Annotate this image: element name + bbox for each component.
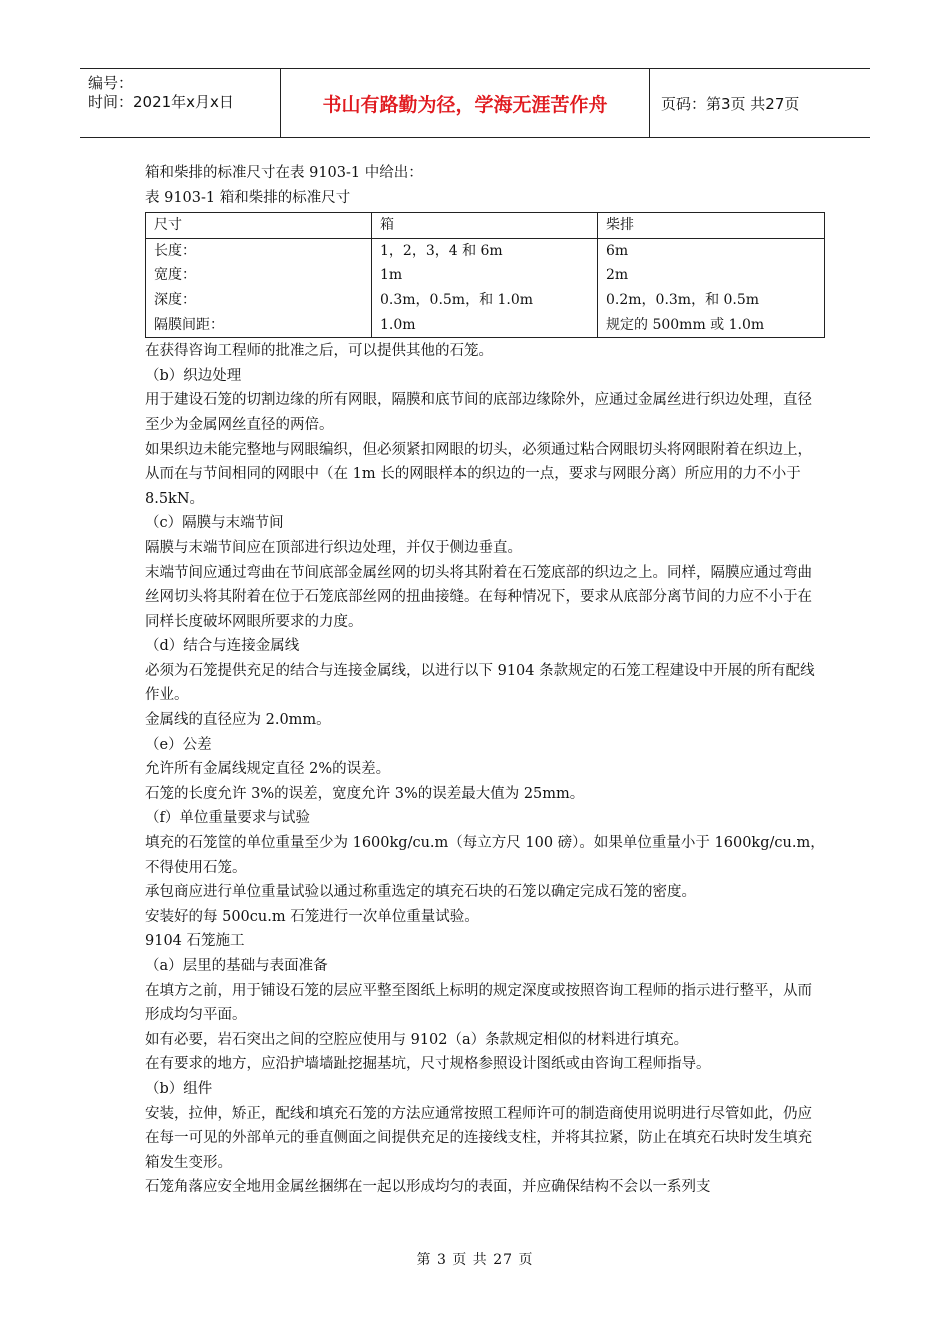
section-heading: （b）组件 <box>145 1080 213 1097</box>
page-footer: 第 3 页 共 27 页 <box>416 1252 534 1268</box>
cell-text: 0.3m，0.5m，和 1.0m <box>380 291 534 308</box>
table-header-cell: 尺寸 <box>146 213 372 239</box>
paragraph: 隔膜与末端节间应在顶部进行织边处理，并仅于侧边垂直。 <box>145 539 522 556</box>
table-cell-dimension <box>146 238 372 337</box>
table-row <box>146 238 825 337</box>
cell-text: 2m <box>606 267 629 284</box>
paragraph: 填充的石笼筐的单位重量至少为 1600kg/cu.m（每立方尺 100 磅）。如果单位重量小于 1600kg/cu.m，不得使用石笼。 <box>145 835 825 876</box>
paragraph: 如果织边未能完整地与网眼编织，但必须紧扣网眼的切头，必须通过粘合网眼切头将网眼附着在织边上，从而在与节间相同的网眼中（在 1m 长的网眼样本的织边的一点，要求与网眼分离）所应用的力不小于 8.5kN。 <box>145 441 812 507</box>
section-heading: （b）织边处理 <box>145 367 242 384</box>
cell-text: 长度： <box>154 242 196 259</box>
paragraph: 安装，拉伸，矫正，配线和填充石笼的方法应通常按照工程师许可的制造商使用说明进行尽管如此，仍应在每一可见的外部单元的垂直侧面之间提供充足的连接线支柱，并将其拉紧，防止在填充石块时发生填充箱发生变形。 <box>145 1105 812 1171</box>
paragraph: 金属线的直径应为 2.0mm。 <box>145 712 331 729</box>
cell-text: 0.2m，0.3m，和 0.5m <box>606 291 760 308</box>
cell-text: 深度： <box>154 291 196 308</box>
section-heading: （f）单位重量要求与试验 <box>145 810 310 827</box>
document-body <box>145 161 825 1200</box>
section-heading: （a）层里的基础与表面准备 <box>145 958 328 974</box>
paragraph: 用于建设石笼的切割边缘的所有网眼，隔膜和底节间的底部边缘除外，应通过金属丝进行织边处理，直径至少为金属网丝直径的两倍。 <box>145 392 812 433</box>
paragraph: 承包商应进行单位重量试验以通过称重选定的填充石块的石笼以确定完成石笼的密度。 <box>145 884 696 901</box>
dimension-table <box>145 212 825 338</box>
paragraph: 石笼角落应安全地用金属丝捆绑在一起以形成均匀的表面，并应确保结构不会以一系列支 <box>145 1179 711 1196</box>
paragraph: 石笼的长度允许 3%的误差，宽度允许 3%的误差最大值为 25mm。 <box>145 785 585 802</box>
paragraph: 在有要求的地方，应沿护墙墙趾挖掘基坑，尺寸规格参照设计图纸或由咨询工程师指导。 <box>145 1056 711 1073</box>
paragraph: 在获得咨询工程师的批准之后，可以提供其他的石笼。 <box>145 343 493 360</box>
cell-text: 1.0m <box>380 316 416 333</box>
cell-text: 宽度： <box>154 267 196 284</box>
paragraph: 必须为石笼提供充足的结合与连接金属线，以进行以下 9104 条款规定的石笼工程建设中开展的所有配线作业。 <box>145 662 815 704</box>
cell-text: 规定的 500mm 或 1.0m <box>606 316 765 333</box>
table-header-cell: 箱 <box>372 213 598 239</box>
header-motto: 书山有路勤为径，学海无涯苦作舟 <box>281 69 650 137</box>
paragraph: 允许所有金属线规定直径 2%的误差。 <box>145 761 391 778</box>
section-heading: （d）结合与连接金属线 <box>145 638 300 655</box>
intro-paragraph: 箱和柴排的标准尺寸在表 9103-1 中给出： <box>145 165 423 181</box>
document-number-label: 编号： <box>88 74 134 92</box>
table-header-cell: 柴排 <box>598 213 825 239</box>
section-heading: 9104 石笼施工 <box>145 933 245 950</box>
page-header <box>80 68 870 138</box>
cell-text: 隔膜间距： <box>154 316 224 333</box>
paragraph: 安装好的每 500cu.m 石笼进行一次单位重量试验。 <box>145 908 479 925</box>
paragraph: 末端节间应通过弯曲在节间底部金属丝网的切头将其附着在石笼底部的织边之上。同样，隔膜应通过弯曲丝网切头将其附着在位于石笼底部丝网的扭曲接缝。在每种情况下，要求从底部分离节间的力应不小于在同样长度破坏网眼所要求的力度。 <box>145 564 812 630</box>
paragraph: 如有必要，岩石突出之间的空腔应使用与 9102（a）条款规定相似的材料进行填充。 <box>145 1031 689 1048</box>
paragraph: 在填方之前，用于铺设石笼的层应平整至图纸上标明的规定深度或按照咨询工程师的指示进行整平，从而形成均匀平面。 <box>145 982 812 1024</box>
section-heading: （e）公差 <box>145 736 212 753</box>
cell-text: 1，2，3，4 和 6m <box>380 242 503 259</box>
table-cell-mattress <box>598 238 825 337</box>
header-page-number: 页码：第3页 共27页 <box>661 94 800 113</box>
table-caption: 表 9103-1 箱和柴排的标准尺寸 <box>145 189 351 206</box>
document-date-label: 时间：2021年x月x日 <box>88 93 234 111</box>
cell-text: 1m <box>380 267 403 284</box>
table-cell-box <box>372 238 598 337</box>
table-header-row <box>146 213 825 239</box>
header-meta <box>80 69 281 137</box>
cell-text: 6m <box>606 242 629 259</box>
section-heading: （c）隔膜与末端节间 <box>145 515 284 532</box>
